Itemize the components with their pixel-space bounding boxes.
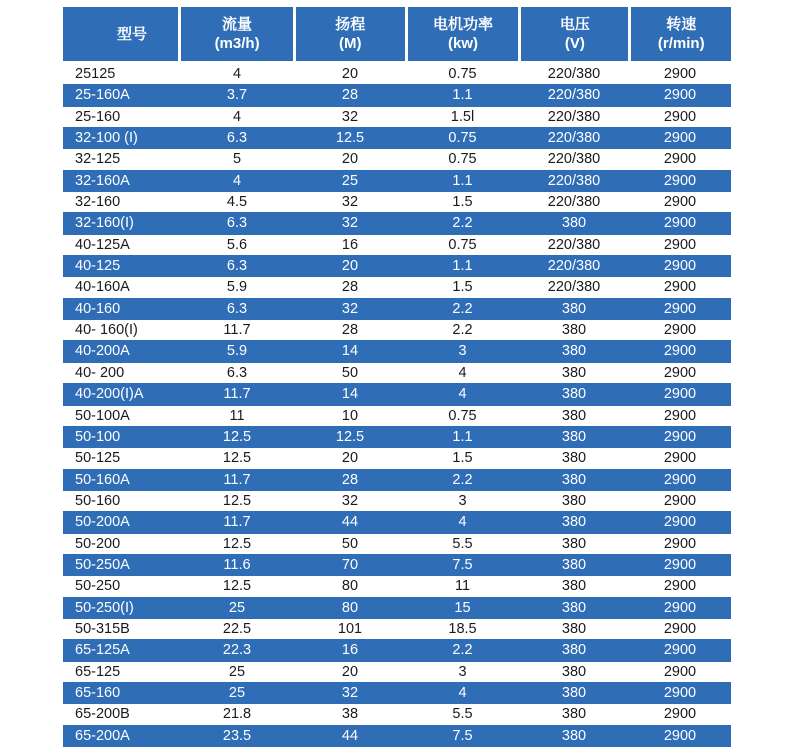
cell-model: 50-250 — [75, 578, 121, 595]
cell-voltage: 380 — [561, 492, 587, 509]
cell-model: 65-160 — [75, 684, 121, 701]
table-row — [63, 128, 731, 149]
cell-flow: 23.5 — [222, 727, 252, 744]
cell-model: 40-125 — [75, 258, 121, 275]
cell-speed: 2900 — [663, 300, 697, 317]
cell-power: 4 — [458, 386, 467, 403]
cell-flow: 6.3 — [226, 300, 248, 317]
cell-model: 65-200B — [75, 706, 130, 723]
cell-voltage: 380 — [561, 386, 587, 403]
cell-model: 25-160A — [75, 87, 130, 104]
cell-power: 7.5 — [452, 727, 473, 744]
cell-power: 1.5l — [450, 108, 475, 125]
header-speed-label: 转速 — [666, 16, 697, 33]
cell-power: 15 — [454, 599, 471, 616]
cell-head: 14 — [341, 343, 359, 360]
cell-voltage: 380 — [561, 706, 587, 723]
cell-speed: 2900 — [663, 151, 697, 168]
table-row — [63, 448, 731, 469]
header-speed-unit: (r/min) — [657, 35, 705, 52]
cell-model: 32-160A — [75, 172, 130, 189]
cell-head: 32 — [341, 215, 359, 232]
cell-flow: 4 — [232, 66, 242, 82]
cell-power: 4 — [458, 364, 467, 381]
cell-head: 101 — [337, 620, 363, 637]
cell-speed: 2900 — [663, 727, 697, 744]
header-power-label: 电机功率 — [433, 16, 494, 33]
cell-speed: 2900 — [663, 407, 697, 424]
cell-head: 28 — [341, 471, 359, 488]
cell-speed: 2900 — [663, 130, 697, 147]
cell-speed: 2900 — [663, 343, 697, 360]
header-voltage-label: 电压 — [559, 16, 590, 33]
table-row — [63, 662, 731, 683]
cell-flow: 4 — [232, 172, 242, 189]
cell-flow: 5.6 — [226, 236, 248, 253]
header-power-unit: (kw) — [448, 35, 479, 52]
cell-speed: 2900 — [663, 514, 697, 531]
cell-power: 4 — [458, 514, 467, 531]
cell-flow: 12.5 — [222, 428, 252, 445]
cell-model: 40-125A — [75, 236, 130, 253]
cell-head: 38 — [341, 706, 359, 723]
cell-flow: 22.5 — [222, 620, 252, 637]
cell-speed: 2900 — [663, 172, 697, 189]
header-model — [63, 7, 178, 61]
table-row — [63, 213, 731, 234]
cell-power: 7.5 — [452, 556, 473, 573]
cell-flow: 11.7 — [223, 322, 251, 339]
cell-flow: 11 — [229, 407, 245, 424]
cell-model: 40- 160(I) — [75, 322, 138, 339]
table-row — [63, 683, 731, 704]
cell-head: 80 — [341, 578, 359, 595]
cell-model: 65-125 — [75, 663, 121, 680]
cell-power: 0.75 — [448, 151, 477, 168]
cell-flow: 5.9 — [226, 343, 248, 360]
cell-power: 1.1 — [452, 172, 473, 189]
cell-voltage: 220/380 — [547, 258, 601, 275]
cell-head: 16 — [341, 236, 359, 253]
cell-head: 32 — [341, 300, 359, 317]
table-row — [63, 149, 731, 170]
cell-head: 44 — [341, 727, 359, 744]
cell-power: 2.2 — [452, 642, 473, 659]
cell-power: 2.2 — [452, 471, 473, 488]
table-row — [63, 363, 731, 384]
cell-head: 32 — [341, 108, 359, 125]
header-voltage-unit: (V) — [564, 35, 585, 52]
cell-voltage: 380 — [561, 343, 587, 360]
cell-flow: 12.5 — [222, 578, 252, 595]
cell-head: 20 — [341, 66, 359, 82]
cell-model: 50-160 — [75, 492, 121, 509]
cell-speed: 2900 — [663, 450, 697, 467]
cell-model: 50-200 — [75, 535, 121, 552]
cell-flow: 4 — [232, 108, 242, 125]
cell-model: 65-200A — [75, 727, 130, 744]
cell-power: 1.1 — [452, 428, 473, 445]
cell-model: 40-200A — [75, 343, 130, 360]
cell-speed: 2900 — [663, 364, 697, 381]
cell-speed: 2900 — [663, 194, 697, 211]
cell-voltage: 380 — [561, 556, 587, 573]
table-header — [63, 7, 731, 64]
cell-model: 32-100 (I) — [75, 130, 138, 147]
cell-voltage: 380 — [561, 514, 587, 531]
header-model-label: 型号 — [117, 25, 148, 43]
cell-power: 3 — [458, 663, 467, 680]
cell-voltage: 380 — [561, 450, 587, 467]
table-row — [63, 171, 731, 192]
cell-voltage: 380 — [561, 535, 587, 552]
cell-speed: 2900 — [663, 492, 697, 509]
cell-power: 1.5 — [452, 279, 473, 296]
cell-voltage: 380 — [561, 300, 587, 317]
cell-model: 50-315B — [75, 620, 130, 637]
table-row — [63, 619, 731, 640]
table-row — [63, 598, 731, 619]
cell-voltage: 380 — [561, 364, 587, 381]
table-row — [63, 427, 731, 448]
header-head — [293, 7, 405, 61]
cell-voltage: 380 — [561, 322, 587, 339]
cell-power: 3 — [458, 343, 467, 360]
cell-head: 20 — [341, 151, 359, 168]
cell-model: 40-160 — [75, 300, 121, 317]
cell-head: 32 — [341, 684, 359, 701]
cell-model: 65-125A — [75, 642, 130, 659]
table-row — [63, 576, 731, 597]
table-row — [63, 384, 731, 405]
table-row — [63, 534, 731, 555]
cell-model: 25-160 — [75, 108, 121, 125]
cell-voltage: 380 — [561, 663, 587, 680]
cell-power: 4 — [458, 684, 467, 701]
cell-speed: 2900 — [663, 599, 697, 616]
cell-voltage: 380 — [561, 642, 587, 659]
cell-model: 50-250(I) — [75, 599, 134, 616]
cell-power: 5.5 — [452, 706, 473, 723]
cell-voltage: 220/380 — [547, 130, 601, 147]
cell-speed: 2900 — [663, 66, 697, 82]
cell-speed: 2900 — [663, 386, 697, 403]
cell-head: 12.5 — [335, 428, 365, 445]
cell-flow: 11.6 — [223, 556, 251, 573]
cell-power: 2.2 — [452, 300, 473, 317]
cell-speed: 2900 — [663, 215, 697, 232]
cell-head: 20 — [341, 258, 359, 275]
cell-flow: 6.3 — [226, 215, 248, 232]
cell-voltage: 380 — [561, 428, 587, 445]
table-row — [63, 192, 731, 213]
cell-model: 50-160A — [75, 471, 130, 488]
cell-model: 50-250A — [75, 556, 130, 573]
cell-flow: 25 — [228, 684, 246, 701]
cell-speed: 2900 — [663, 663, 697, 680]
cell-flow: 11.7 — [223, 386, 251, 403]
cell-power: 0.75 — [448, 236, 477, 253]
cell-speed: 2900 — [663, 471, 697, 488]
cell-voltage: 380 — [561, 578, 587, 595]
pump-spec-table — [63, 7, 731, 747]
cell-voltage: 380 — [561, 215, 587, 232]
cell-voltage: 380 — [561, 684, 587, 701]
table-row — [63, 299, 731, 320]
cell-head: 10 — [341, 407, 359, 424]
header-power — [405, 7, 518, 61]
cell-flow: 11.7 — [223, 514, 251, 531]
cell-flow: 25 — [228, 663, 246, 680]
cell-head: 32 — [341, 492, 359, 509]
cell-voltage: 220/380 — [547, 87, 601, 104]
cell-head: 25 — [341, 172, 359, 189]
header-flow — [178, 7, 292, 61]
cell-speed: 2900 — [663, 279, 697, 296]
cell-speed: 2900 — [663, 535, 697, 552]
table-row — [63, 64, 731, 85]
cell-power: 3 — [458, 492, 467, 509]
cell-flow: 12.5 — [222, 535, 252, 552]
cell-power: 0.75 — [448, 130, 477, 147]
cell-flow: 6.3 — [226, 130, 248, 147]
cell-model: 50-200A — [75, 514, 130, 531]
cell-flow: 11.7 — [223, 471, 251, 488]
cell-head: 28 — [341, 279, 359, 296]
table-row — [63, 406, 731, 427]
cell-head: 28 — [341, 87, 359, 104]
table-row — [63, 491, 731, 512]
cell-flow: 5 — [232, 151, 242, 168]
cell-power: 1.5 — [452, 450, 473, 467]
table-row — [63, 85, 731, 106]
cell-speed: 2900 — [663, 620, 697, 637]
cell-model: 50-100 — [75, 428, 121, 445]
cell-flow: 25 — [228, 599, 246, 616]
table-row — [63, 640, 731, 661]
cell-speed: 2900 — [663, 258, 697, 275]
cell-power: 11 — [454, 578, 471, 595]
table-row — [63, 320, 731, 341]
cell-head: 44 — [341, 514, 359, 531]
cell-flow: 21.8 — [222, 706, 252, 723]
cell-power: 1.1 — [452, 258, 473, 275]
table-body — [63, 64, 731, 747]
table-row — [63, 470, 731, 491]
header-head-label: 扬程 — [335, 16, 366, 33]
cell-flow: 22.3 — [222, 642, 252, 659]
header-flow-unit: (m3/h) — [214, 35, 260, 52]
cell-voltage: 380 — [561, 471, 587, 488]
cell-head: 50 — [341, 535, 359, 552]
cell-power: 2.2 — [452, 215, 473, 232]
cell-voltage: 220/380 — [547, 66, 601, 82]
cell-head: 50 — [341, 364, 359, 381]
table-row — [63, 704, 731, 725]
cell-voltage: 220/380 — [547, 236, 601, 253]
table-row — [63, 256, 731, 277]
cell-power: 1.1 — [452, 87, 473, 104]
table-row — [63, 341, 731, 362]
cell-model: 32-125 — [75, 151, 121, 168]
cell-head: 12.5 — [335, 130, 365, 147]
cell-power: 5.5 — [452, 535, 473, 552]
cell-model: 32-160(I) — [75, 215, 134, 232]
cell-speed: 2900 — [663, 87, 697, 104]
cell-voltage: 380 — [561, 727, 587, 744]
cell-model: 25125 — [75, 66, 116, 82]
cell-power: 0.75 — [448, 66, 477, 82]
cell-model: 40-200(I)A — [75, 386, 144, 403]
header-voltage — [518, 7, 628, 61]
table-row — [63, 555, 731, 576]
cell-power: 18.5 — [448, 620, 477, 637]
cell-flow: 3.7 — [226, 87, 248, 104]
cell-model: 50-125 — [75, 450, 121, 467]
table-row — [63, 277, 731, 298]
cell-voltage: 380 — [561, 407, 587, 424]
cell-flow: 6.3 — [226, 364, 248, 381]
cell-speed: 2900 — [663, 642, 697, 659]
cell-model: 32-160 — [75, 194, 121, 211]
cell-head: 32 — [341, 194, 359, 211]
cell-power: 0.75 — [448, 407, 477, 424]
header-flow-label: 流量 — [222, 16, 253, 33]
cell-voltage: 380 — [561, 620, 587, 637]
cell-flow: 6.3 — [226, 258, 248, 275]
cell-head: 70 — [341, 556, 359, 573]
cell-head: 20 — [341, 450, 359, 467]
table-row — [63, 512, 731, 533]
cell-head: 16 — [341, 642, 359, 659]
cell-head: 28 — [341, 322, 359, 339]
cell-head: 20 — [341, 663, 359, 680]
cell-voltage: 380 — [561, 599, 587, 616]
cell-model: 40- 200 — [75, 364, 125, 381]
cell-head: 80 — [341, 599, 359, 616]
cell-model: 50-100A — [75, 407, 130, 424]
cell-flow: 12.5 — [222, 492, 252, 509]
cell-speed: 2900 — [663, 684, 697, 701]
cell-speed: 2900 — [663, 706, 697, 723]
cell-speed: 2900 — [663, 556, 697, 573]
cell-voltage: 220/380 — [547, 172, 601, 189]
cell-voltage: 220/380 — [547, 194, 601, 211]
cell-speed: 2900 — [663, 108, 697, 125]
cell-flow: 5.9 — [226, 279, 248, 296]
header-head-unit: (M) — [339, 35, 362, 52]
header-speed — [628, 7, 731, 61]
cell-model: 40-160A — [75, 279, 130, 296]
cell-voltage: 220/380 — [547, 108, 601, 125]
table-row — [63, 235, 731, 256]
cell-speed: 2900 — [663, 236, 697, 253]
cell-speed: 2900 — [663, 322, 697, 339]
table-row — [63, 107, 731, 128]
cell-speed: 2900 — [663, 428, 697, 445]
cell-power: 1.5 — [452, 194, 473, 211]
cell-voltage: 220/380 — [547, 279, 601, 296]
cell-speed: 2900 — [663, 578, 697, 595]
cell-voltage: 220/380 — [547, 151, 601, 168]
cell-flow: 12.5 — [222, 450, 252, 467]
cell-flow: 4.5 — [226, 194, 248, 211]
table-row — [63, 726, 731, 747]
cell-head: 14 — [341, 386, 359, 403]
cell-power: 2.2 — [452, 322, 473, 339]
